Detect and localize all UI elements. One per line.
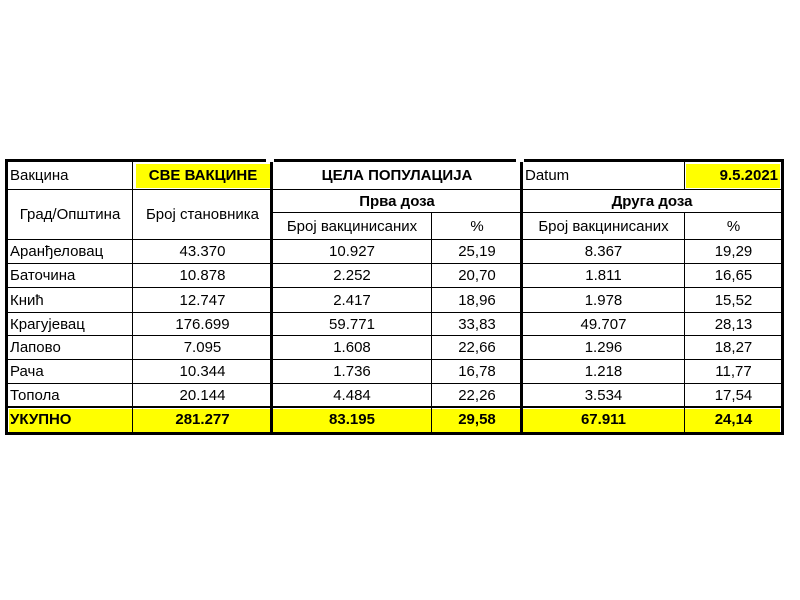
row-second-dose-percent: 19,29 [714, 243, 753, 260]
column-line [684, 161, 685, 190]
row-second-dose-percent: 28,13 [714, 316, 753, 333]
row-second-dose-count: 1.811 [585, 267, 622, 284]
date-label: Datum [525, 167, 570, 184]
row-first-dose-count: 2.417 [333, 292, 371, 309]
row-city: Аранђеловац [10, 243, 104, 260]
first-dose-header: Прва доза [359, 193, 435, 210]
total-population: 281.277 [175, 411, 230, 428]
population-label: ЦЕЛА ПОПУЛАЦИЈА [321, 167, 473, 184]
row-second-dose-percent: 11,77 [715, 363, 752, 380]
row-second-dose-percent: 18,27 [714, 339, 753, 356]
row-first-dose-percent: 20,70 [458, 267, 496, 284]
total-city: УКУПНО [10, 411, 72, 428]
row-first-dose-percent: 16,78 [458, 363, 496, 380]
row-line [7, 335, 782, 336]
date-value: 9.5.2021 [719, 167, 778, 184]
table-border-top [5, 159, 784, 162]
row-first-dose-percent: 25,19 [458, 243, 496, 260]
row-first-dose-percent: 18,96 [458, 292, 496, 309]
row-line [7, 287, 782, 288]
total-second-dose-count: 67.911 [580, 411, 627, 428]
table-border-right [781, 159, 784, 435]
row-first-dose-count: 1.736 [333, 363, 371, 380]
total-first-dose-percent: 29,58 [458, 411, 496, 428]
row-second-dose-percent: 17,54 [714, 387, 753, 404]
row-second-dose-count: 1.296 [584, 339, 623, 356]
row-second-dose-count: 8.367 [584, 243, 623, 260]
row-city: Баточина [10, 267, 76, 284]
row-population: 10.878 [179, 267, 226, 284]
second-dose-header: Друга доза [611, 193, 693, 210]
row-population: 176.699 [175, 316, 230, 333]
row-population: 10.344 [179, 363, 226, 380]
vaccine-value: СВЕ ВАКЦИНЕ [148, 167, 258, 184]
row-second-dose-count: 49.707 [580, 316, 627, 333]
total-row-line [7, 406, 782, 408]
vaccine-label: Вакцина [10, 167, 69, 184]
row-first-dose-count: 10.927 [329, 243, 375, 260]
row-line [7, 189, 782, 190]
total-first-dose-count: 83.195 [329, 411, 375, 428]
row-line [7, 359, 782, 360]
row-second-dose-count: 1.218 [584, 363, 623, 380]
column-line [684, 213, 685, 433]
header-gap [516, 159, 524, 162]
row-first-dose-percent: 22,66 [458, 339, 496, 356]
first-dose-vaccinated-header: Број вакцинисаних [286, 218, 418, 235]
population-header: Број становника [145, 206, 260, 223]
first-dose-percent-header: % [470, 218, 484, 235]
row-city: Крагујевац [10, 316, 85, 333]
row-second-dose-count: 3.534 [584, 387, 623, 404]
city-header: Град/Општина [19, 206, 121, 223]
row-second-dose-percent: 15,52 [714, 292, 753, 309]
row-first-dose-count: 1.608 [333, 339, 371, 356]
row-line [7, 239, 782, 240]
row-city: Лапово [10, 339, 61, 356]
row-first-dose-count: 4.484 [333, 387, 371, 404]
table-border-left [5, 159, 8, 435]
row-population: 7.095 [183, 339, 222, 356]
row-city: Кнић [10, 292, 44, 309]
row-first-dose-percent: 33,83 [458, 316, 496, 333]
column-line [520, 161, 523, 433]
row-population: 20.144 [179, 387, 226, 404]
row-line [7, 383, 782, 384]
row-city: Рача [10, 363, 44, 380]
row-first-dose-count: 59.771 [329, 316, 375, 333]
column-line [270, 161, 273, 433]
table-border-bottom [5, 432, 784, 435]
column-line [431, 213, 432, 433]
row-population: 43.370 [179, 243, 226, 260]
row-line [7, 312, 782, 313]
row-first-dose-count: 2.252 [333, 267, 371, 284]
row-second-dose-count: 1.978 [584, 292, 623, 309]
row-first-dose-percent: 22,26 [458, 387, 496, 404]
row-population: 12.747 [179, 292, 226, 309]
row-city: Топола [10, 387, 60, 404]
row-second-dose-percent: 16,65 [714, 267, 753, 284]
second-dose-percent-header: % [726, 218, 741, 235]
row-line [272, 212, 782, 213]
second-dose-vaccinated-header: Број вакцинисаних [538, 218, 669, 235]
header-gap [266, 159, 274, 162]
column-line [132, 161, 133, 433]
row-line [7, 263, 782, 264]
total-second-dose-percent: 24,14 [714, 411, 753, 428]
